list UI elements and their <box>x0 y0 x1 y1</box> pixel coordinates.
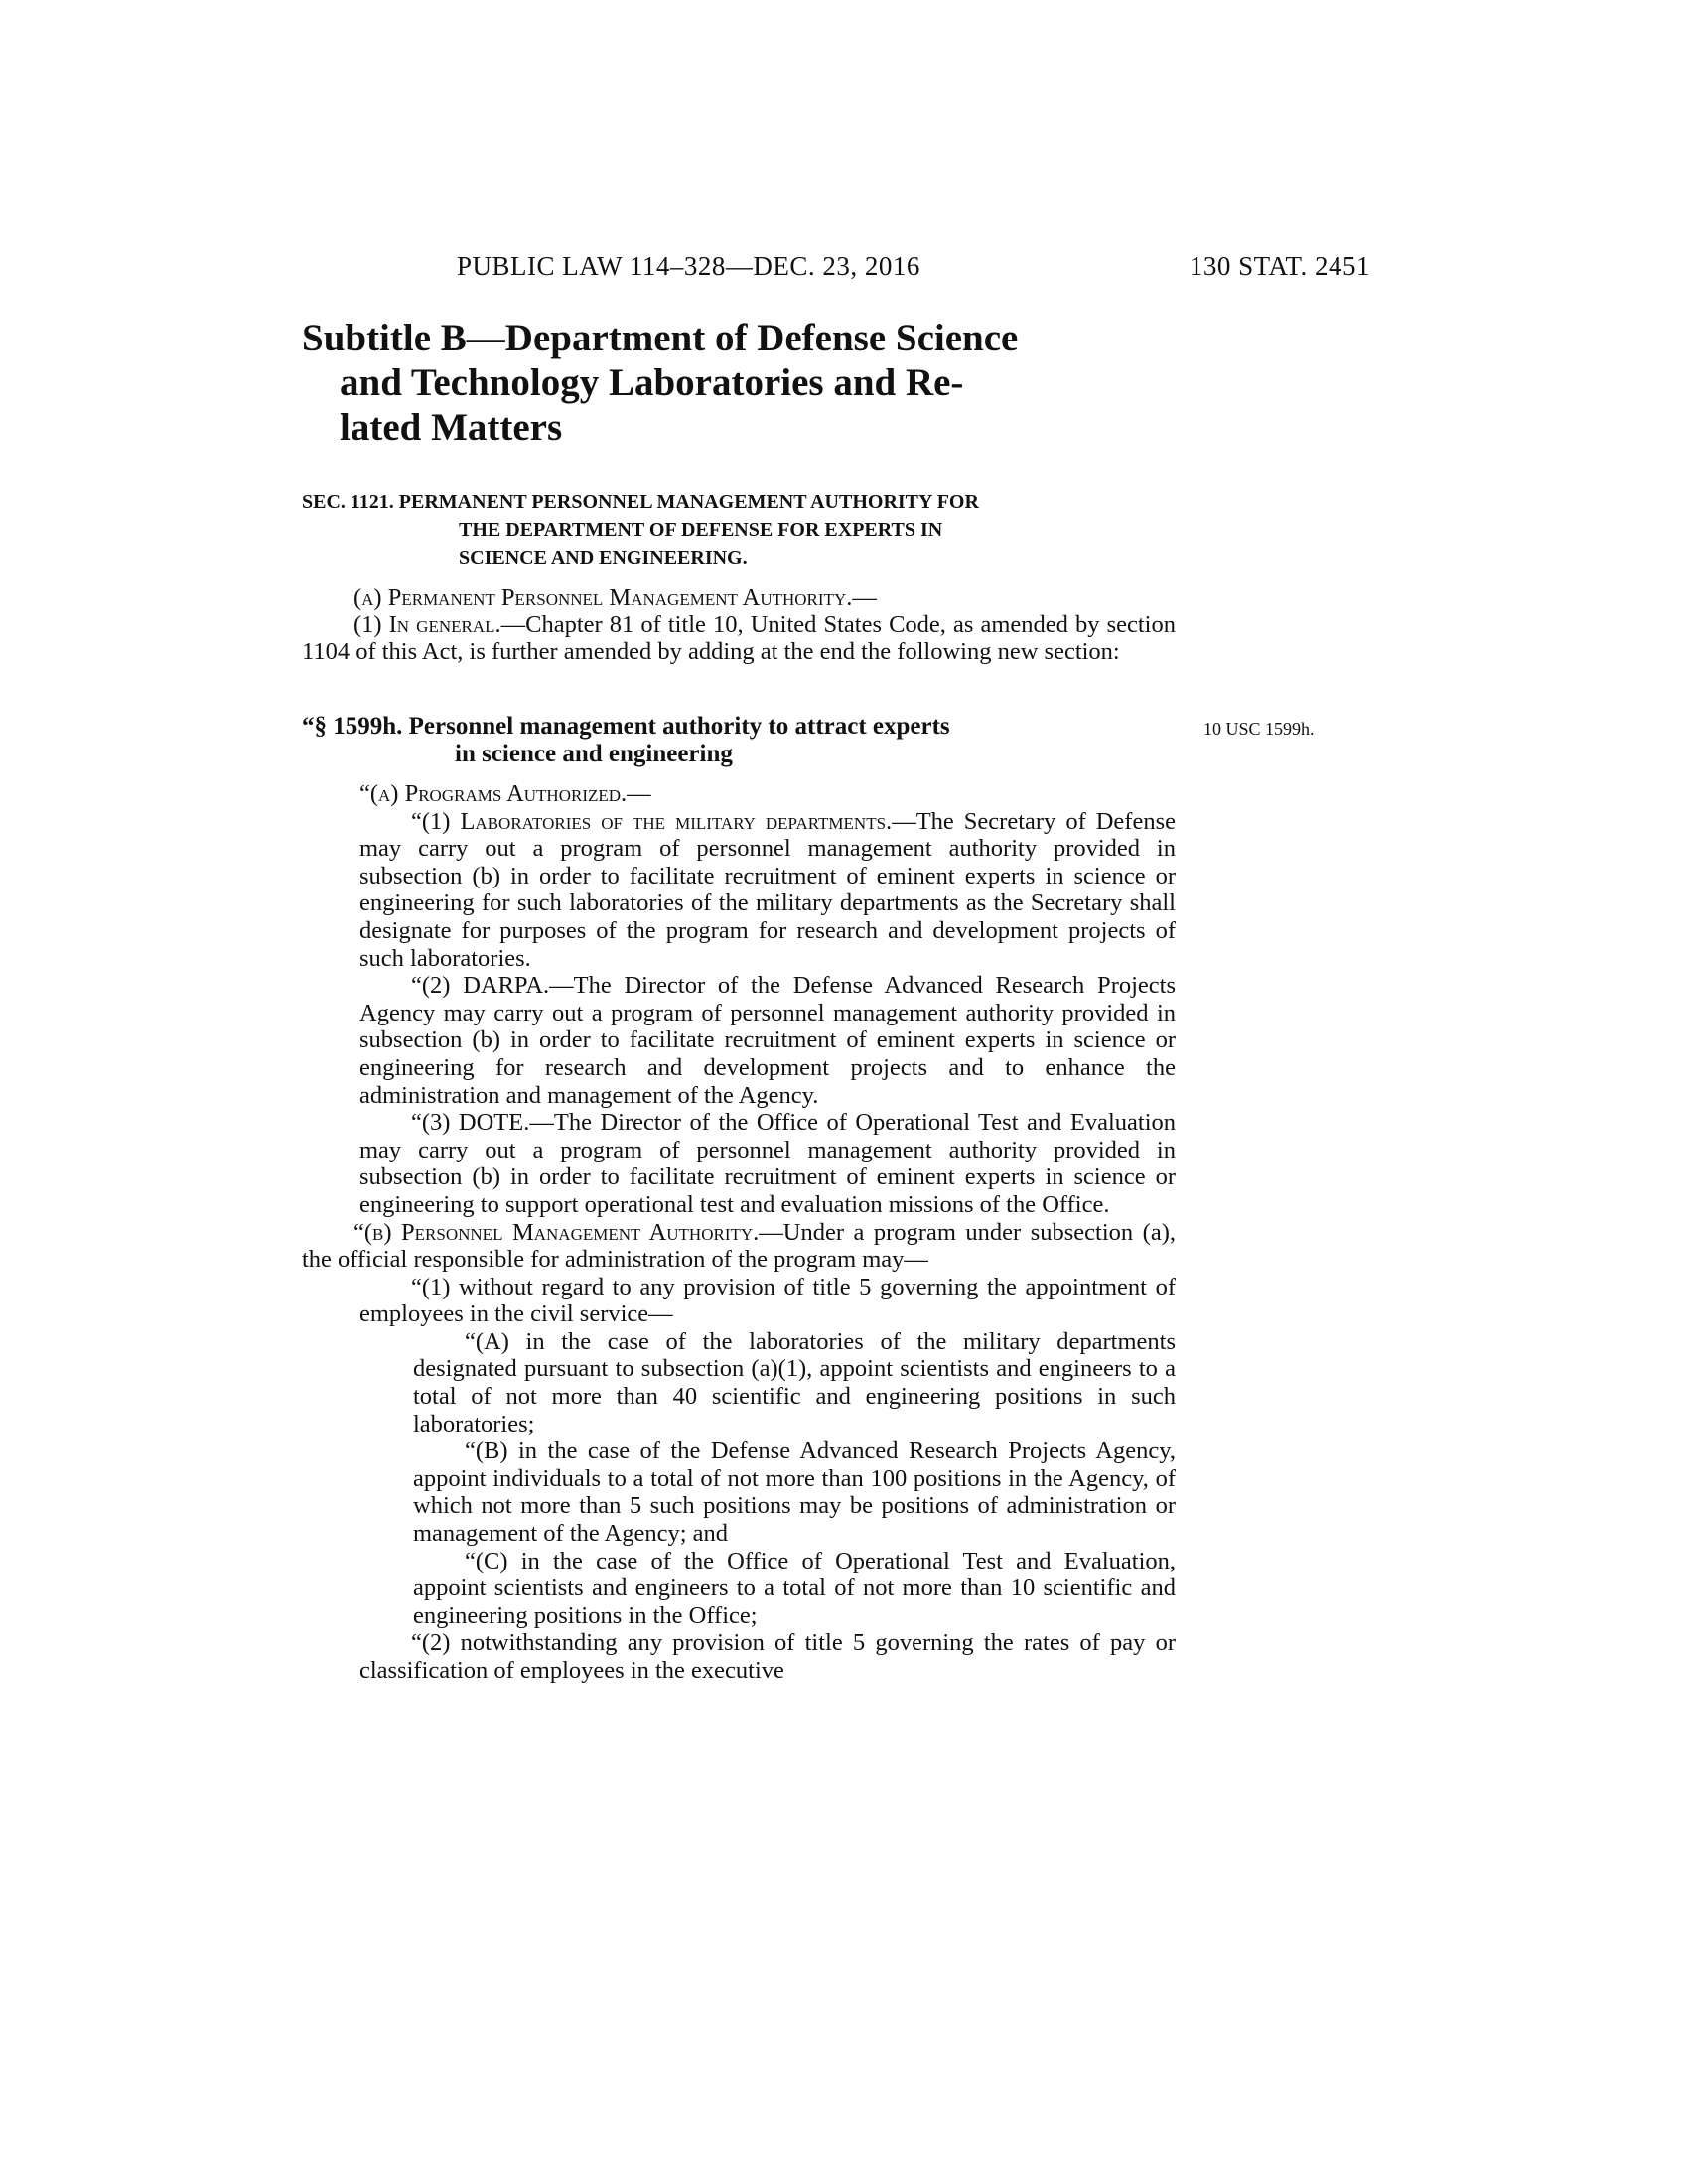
paragraph-bB: “(B) in the case of the Defense Advanced Research Projects Agency, appoint individuals to a total of not more than 100 positions in the Agency, of which not more than 5 such positions may be positions of administration or management of the Agency; and <box>413 1437 1176 1548</box>
new-section-title <box>302 713 1176 768</box>
margin-citation-note: 10 USC 1599h. <box>1203 719 1315 739</box>
subtitle-line-3: lated Matters <box>340 406 563 449</box>
paragraph-b <box>302 1219 1176 1274</box>
paragraph-a1-text: —The Secretary of Defense may carry out a program of personnel management authority provided in subsection (b) in order to facilitate recruitment of eminent experts in science or engineering for such laboratories of the military departments as the Secretary shall designate for purposes of the program for research and development projects of such laboratories. <box>359 807 1177 972</box>
section-heading-line-3: SCIENCE AND ENGINEERING. <box>459 547 748 569</box>
paragraph-a1 <box>359 808 1176 973</box>
new-section-body <box>302 780 1176 1685</box>
paragraph-bA: “(A) in the case of the laboratories of the military departments designated pursuant to subsection (a)(1), appoint scientists and engineers to a total of not more than 40 scientific and engineering positions in such laboratories; <box>413 1327 1176 1437</box>
subtitle-line-2: and Technology Laboratories and Re- <box>340 361 964 404</box>
intro-paragraph-1 <box>244 612 1176 666</box>
paragraph-a3: “(3) DOTE.—The Director of the Office of Operational Test and Evaluation may carry out a program of personnel management authority provided in subsection (b) in order to facilitate recruitment of eminent experts in science or engineering to support operational test and evaluation missions of the Office. <box>359 1109 1176 1218</box>
section-heading <box>302 488 1176 572</box>
paragraph-a1-lead: “(1) Laboratories of the military departments. <box>411 807 893 835</box>
paragraph-bC: “(C) in the case of the Office of Operational Test and Evaluation, appoint scientists and engineers to a total of not more than 10 scientific and engineering positions in the Office; <box>413 1547 1176 1629</box>
paragraph-b1: “(1) without regard to any provision of title 5 governing the appointment of employees in the civil service— <box>359 1273 1176 1328</box>
running-head-stat-page: 130 STAT. 2451 <box>1189 251 1370 281</box>
running-head <box>298 251 1370 291</box>
section-heading-line-2: THE DEPARTMENT OF DEFENSE FOR EXPERTS IN <box>459 519 943 541</box>
paragraph-b-lead: “(b) Personnel Management Authority. <box>353 1218 760 1246</box>
intro-subsection-a-heading: (a) Permanent Personnel Management Authority.— <box>353 584 877 611</box>
running-head-law: PUBLIC LAW 114–328—DEC. 23, 2016 <box>457 251 920 281</box>
intro-text <box>302 584 1176 666</box>
new-section-title-line-2: in science and engineering <box>455 741 733 767</box>
paragraph-b-text: —Under a program under subsection (a), the official responsible for administration of the program may— <box>302 1218 1176 1274</box>
intro-paragraph-1-text: —Chapter 81 of title 10, United States Code, as amended by section 1104 of this Act, is further amended by adding at the end the following new section: <box>302 611 1176 666</box>
paragraph-b2: “(2) notwithstanding any provision of title 5 governing the rates of pay or classification of employees in the executive <box>359 1629 1176 1684</box>
programs-authorized-heading: “(a) Programs Authorized.— <box>359 780 651 807</box>
subtitle-line-1: Subtitle B—Department of Defense Science <box>302 317 1019 359</box>
subtitle-heading <box>302 316 1176 450</box>
intro-paragraph-1-lead: (1) In general. <box>353 611 501 638</box>
new-section-title-line-1: “§ 1599h. Personnel management authority to attract experts <box>302 713 950 740</box>
section-heading-line-1: SEC. 1121. PERMANENT PERSONNEL MANAGEMENT AUTHORITY FOR <box>302 491 979 513</box>
paragraph-a2: “(2) DARPA.—The Director of the Defense Advanced Research Projects Agency may carry out a program of personnel management authority provided in subsection (b) in order to facilitate recruitment of eminent experts in science or engineering for research and development projects and to enhance the administration and management of the Agency. <box>359 972 1176 1109</box>
